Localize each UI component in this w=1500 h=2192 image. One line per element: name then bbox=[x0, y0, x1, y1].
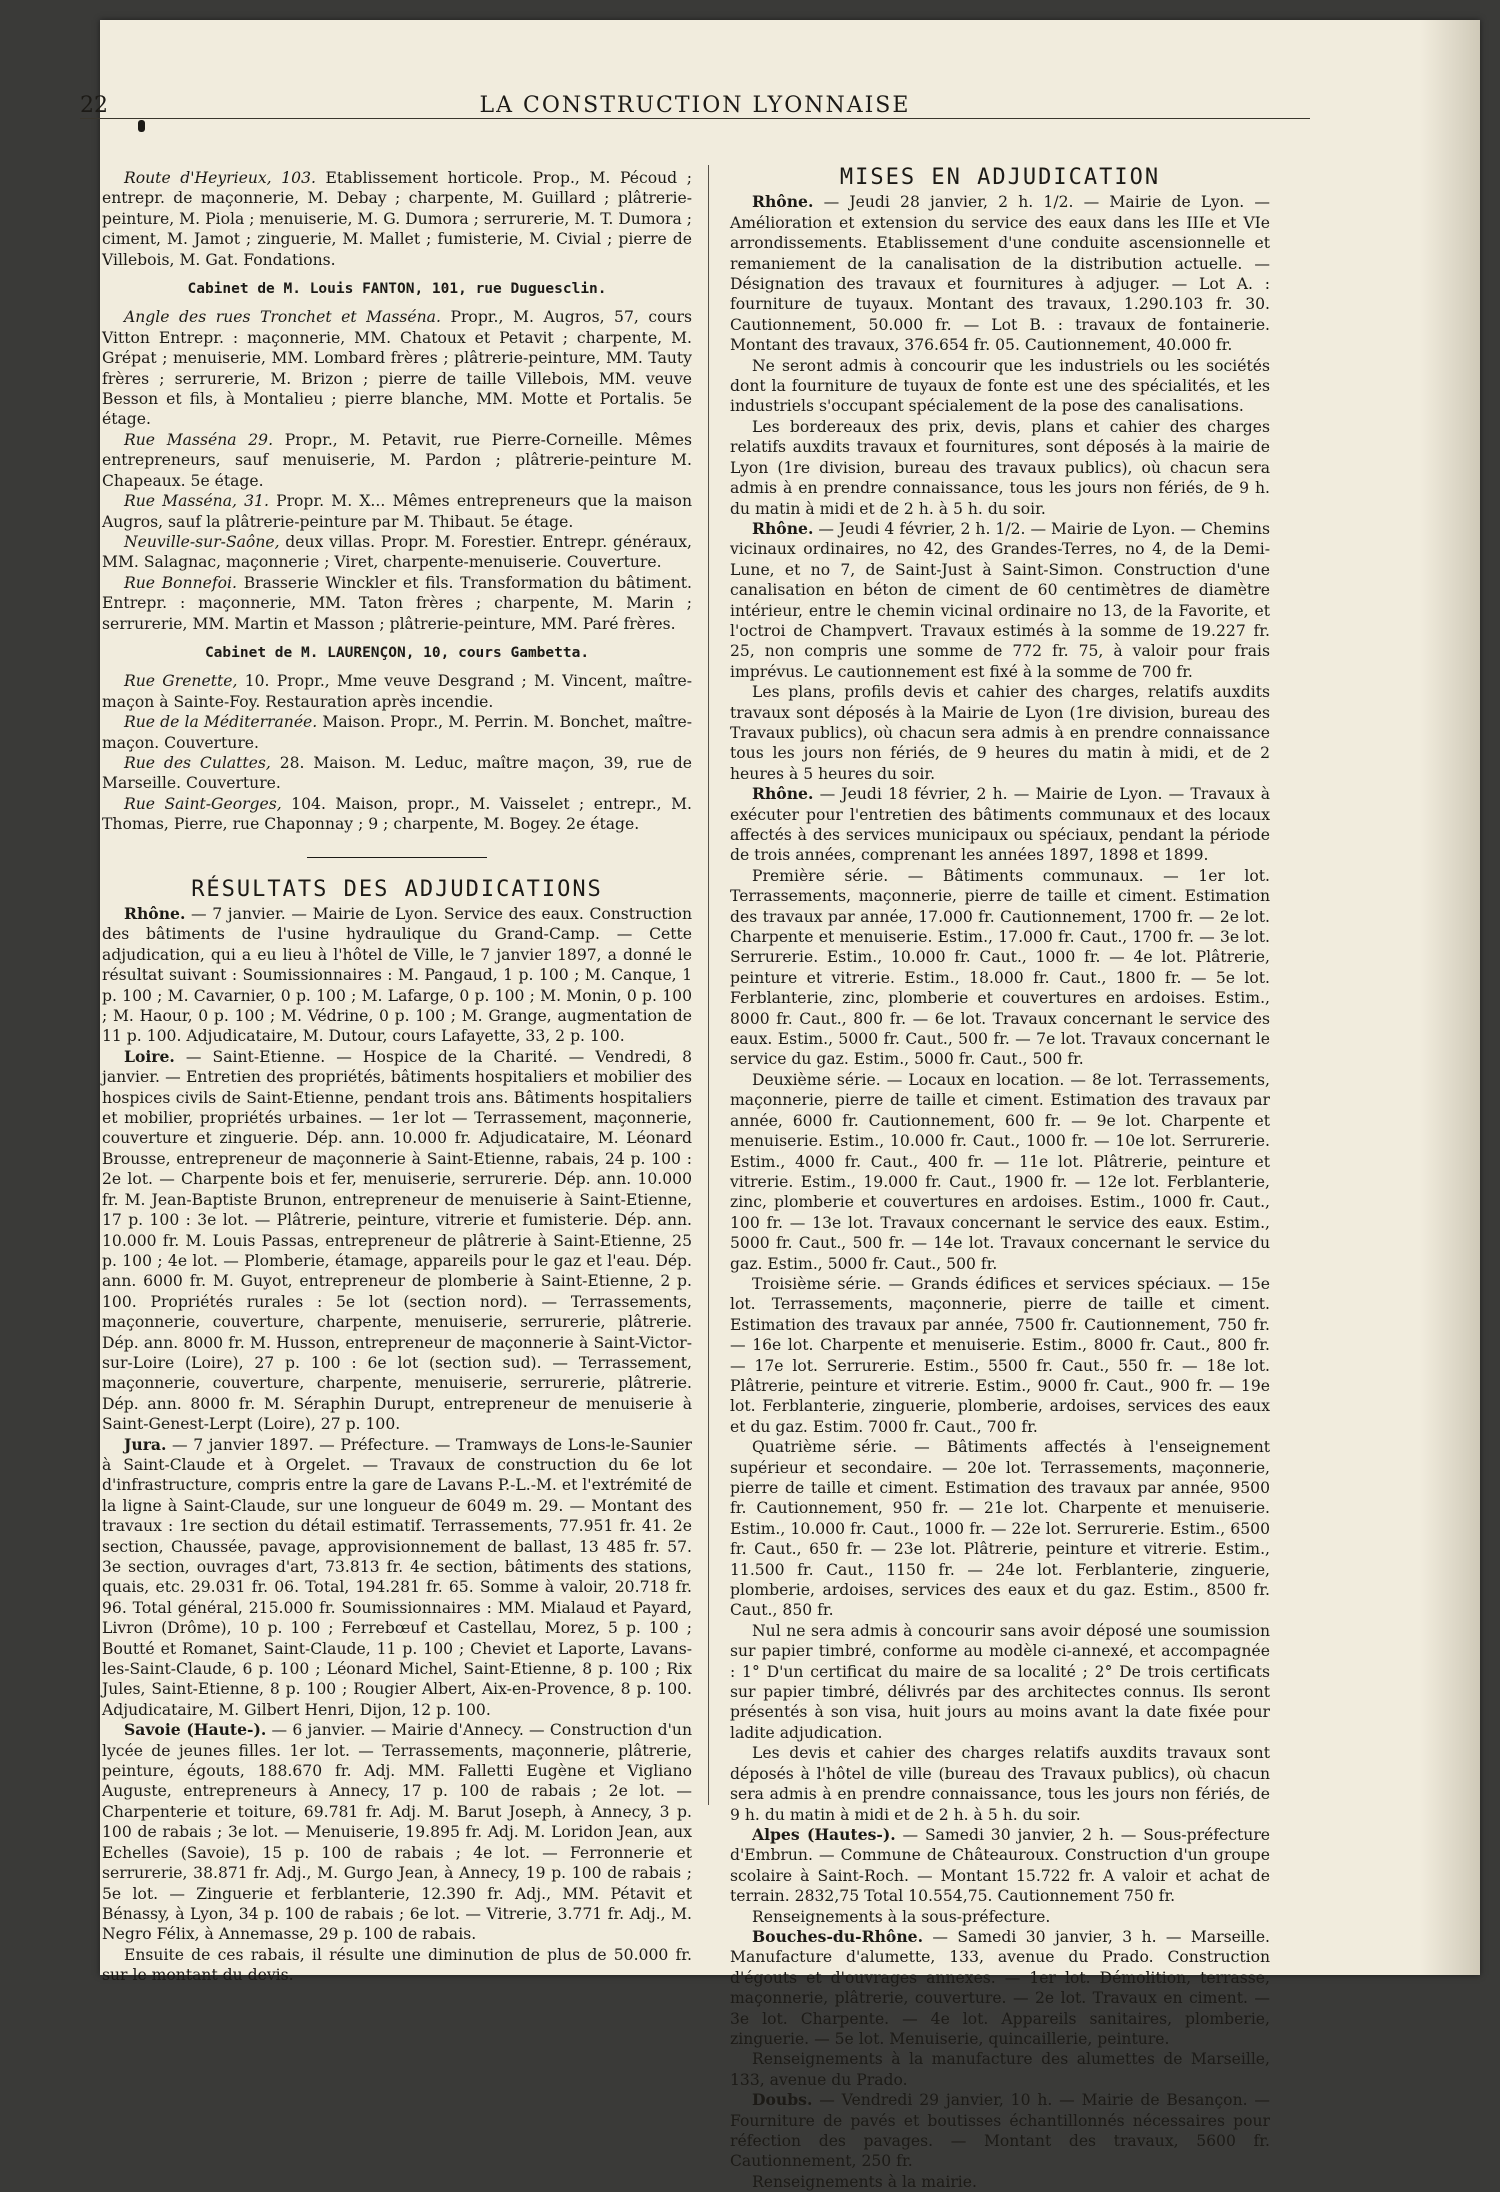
site-list-2 bbox=[102, 307, 692, 634]
paragraph-text: Quatrième série. — Bâtiments affectés à l'enseignement supérieur et secondaire. — 20e lot. Terrassements, maçonnerie, pierre de taille et ciment. Estimation des travaux par année, 9500 fr. Cautionnement, 950 fr. — 21e lot. Charpente et menuiserie. Estim., 10.000 fr. Caut., 1000 fr. — 22e lot. Serrurerie. Estim., 6500 fr. Caut., 650 fr. — 23e lot. Plâtrerie, peinture et vitrerie. Estim., 11.500 fr. Caut., 1150 fr. — 24e lot. Ferblanterie, zinguerie, plomberie, ardoises, services des eaux et du gaz. Estim., 8500 fr. Caut., 850 fr. bbox=[730, 1438, 1270, 1620]
region-name: Savoie (Haute-). bbox=[124, 1720, 267, 1740]
paragraph bbox=[102, 307, 692, 429]
paragraph-text: Propr., M. Petavit, rue Pierre-Corneille. Mêmes entrepreneurs, sauf menuiserie, M. Pardon ; plâtrerie-peinture M. Chapeaux. 5e étage. bbox=[102, 430, 693, 490]
entry-title: Rue Saint-Georges, bbox=[124, 794, 282, 813]
paragraph-text: Renseignements à la manufacture des alumettes de Marseille, 133, avenue du Prado. bbox=[730, 2050, 1270, 2089]
paragraph bbox=[730, 1070, 1270, 1274]
header-rule bbox=[80, 118, 1310, 119]
paragraph bbox=[102, 794, 692, 835]
paragraph bbox=[730, 519, 1270, 682]
paragraph bbox=[102, 671, 692, 712]
results-heading: RÉSULTATS DES ADJUDICATIONS bbox=[191, 876, 603, 902]
entry-title: Rue des Culattes, bbox=[124, 753, 271, 772]
paragraph bbox=[102, 1720, 692, 1944]
paragraph bbox=[730, 866, 1270, 1070]
ink-mark bbox=[138, 120, 145, 132]
paragraph bbox=[730, 1825, 1270, 1907]
region-name: Rhône. bbox=[752, 518, 814, 538]
paragraph bbox=[102, 1945, 692, 1986]
paragraph-text: Les devis et cahier des charges relatifs auxdits travaux sont déposés à l'hôtel de ville (bureau des Travaux publics), où chacun sera admis à en prendre connaissance, tous les jours non fériés, de 9 h. du matin à midi et de 2 h. à 5 h. du soir. bbox=[730, 1744, 1270, 1824]
paragraph-text: Propr. M. X... Mêmes entrepreneurs que la maison Augros, sauf la plâtrerie-peinture par M. Thibaut. 5e étage. bbox=[102, 492, 692, 531]
paragraph bbox=[730, 784, 1270, 866]
region-name: Alpes (Hautes-). bbox=[752, 1824, 896, 1844]
paragraph bbox=[730, 2172, 1270, 2192]
journal-title: LA CONSTRUCTION LYONNAISE bbox=[479, 93, 911, 118]
paragraph-text: — 7 janvier 1897. — Préfecture. — Tramways de Lons-le-Saunier à Saint-Claude et à Orgelet. — Travaux de construction du 6e lot d'infrastructure, compris entre la gare de Lavans P.-L.-M. et l'extrémité de la ligne à Saint-Claude, sur une longueur de 6049 m. 29. — Montant des travaux : 1re section du détail estimatif. Terrassements, 77.951 fr. 41. 2e section, Chaussée, pavage, approvisionnement de ballast, 13 485 fr. 57. 3e section, ouvrages d'art, 73.813 fr. 4e section, bâtiments des stations, quais, etc. 29.031 fr. 06. Total, 194.281 fr. 65. Somme à valoir, 20.718 fr. 96. Total général, 215.000 fr. Soumissionnaires : MM. Mialaud et Payard, Livron (Drôme), 10 p. 100 ; Ferrebœuf et Castellau, Morez, 5 p. 100 ; Boutté et Romanet, Saint-Claude, 11 p. 100 ; Cheviet et Laporte, Lavans-les-Saint-Claude, 6 p. 100 ; Léonard Michel, Saint-Etienne, 8 p. 100 ; Rix Jules, Saint-Etienne, 8 p. 100 ; Rougier Albert, Aix-en-Provence, 8 p. 100. Adjudicataire, M. Gilbert Henri, Dijon, 12 p. 100. bbox=[102, 1435, 692, 1719]
paragraph bbox=[730, 2049, 1270, 2090]
paragraph-text: — Samedi 30 janvier, 2 h. — Sous-préfecture d'Embrun. — Commune de Châteauroux. Construction d'un groupe scolaire à Saint-Roch. — Montant 15.722 fr. A valoir et achat de terrain. 2832,75 Total 10.554,75. Cautionnement 750 fr. bbox=[730, 1825, 1270, 1906]
region-name: Rhône. bbox=[752, 192, 814, 212]
column-divider bbox=[708, 165, 709, 1805]
paragraph bbox=[102, 1435, 692, 1721]
paragraph-text: 28. Maison. M. Leduc, maître maçon, 39, rue de Marseille. Couverture. bbox=[102, 753, 692, 793]
paragraph bbox=[102, 491, 692, 532]
page-header bbox=[80, 75, 1310, 118]
paragraph bbox=[102, 1047, 692, 1435]
paragraph-text: Brasserie Winckler et fils. Transformation du bâtiment. Entrepr. : maçonnerie, MM. Taton frères ; charpente, M. Marin ; serrurerie, MM. Martin et Masson ; plâtrerie-peinture, MM. Paré frères. bbox=[102, 573, 692, 633]
region-name: Rhône. bbox=[124, 904, 186, 923]
page-number: 22 bbox=[80, 93, 108, 118]
paragraph-text: — Jeudi 28 janvier, 2 h. 1/2. — Mairie de Lyon. — Amélioration et extension du service des eaux dans les IIIe et VIe arrondissements. Etablissement d'une conduite ascensionnelle et remaniement de la canalisation de la distribution actuelle. — Désignation des travaux et fournitures à adjuger. — Lot A. : fourniture de tuyaux. Montant des travaux, 1.290.103 fr. 30. Cautionnement, 50.000 fr. — Lot B. : travaux de fontainerie. Montant des travaux, 376.654 fr. 05. Cautionnement, 40.000 fr. bbox=[730, 193, 1270, 355]
paragraph bbox=[730, 2090, 1270, 2172]
paragraph-text: Les plans, profils devis et cahier des charges, relatifs auxdits travaux sont déposés à la Mairie de Lyon (1re division, bureau des Travaux publics), où chacun sera admis à en prendre connaissance tous les jours non fériés, de 9 heures du matin à midi, et de 2 heures à 5 heures du soir. bbox=[730, 683, 1270, 783]
entry-title: Rue Grenette, bbox=[124, 672, 238, 691]
adjudication-list bbox=[730, 192, 1270, 2192]
results-list bbox=[102, 904, 692, 1986]
region-name: Loire. bbox=[124, 1046, 175, 1066]
entry-title: Route d'Heyrieux, 103. bbox=[124, 169, 316, 187]
paragraph-text: — 7 janvier. — Mairie de Lyon. Service des eaux. Construction des bâtiments de l'usine hydraulique du Grand-Camp. — Cette adjudication, qui a eu lieu à l'hôtel de Ville, le 7 janvier 1897, a donné le résultat suivant : Soumissionnaires : M. Pangaud, 1 p. 100 ; M. Canque, 1 p. 100 ; M. Cavarnier, 0 p. 100 ; M. Lafarge, 0 p. 100 ; M. Monin, 0 p. 100 ; M. Haour, 0 p. 100 ; M. Védrine, 0 p. 100 ; M. Grange, augmentation de 11 p. 100. Adjudicataire, M. Dutour, cours Lafayette, 33, 2 p. 100. bbox=[102, 905, 692, 1046]
cabinet-heading-fanton: Cabinet de M. Louis FANTON, 101, rue Duguesclin. bbox=[187, 281, 607, 298]
paragraph bbox=[102, 904, 692, 1047]
paragraph bbox=[730, 1437, 1270, 1621]
paragraph bbox=[730, 1621, 1270, 1743]
right-column bbox=[730, 165, 1270, 2192]
paragraph-text: — Jeudi 4 février, 2 h. 1/2. — Mairie de Lyon. — Chemins vicinaux ordinaires, no 42, des Grandes-Terres, no 4, de la Demi-Lune, et no 7, de Saint-Just à Saint-Simon. Construction d'une canalisation en béton de ciment de 60 centimètres de diamètre intérieur, entre le chemin vicinal ordinaire no 13, de la Favorite, et l'octroi de Champvert. Travaux estimés à la somme de 19.227 fr. 25, non compris une somme de 772 fr. 75, à valoir pour frais imprévus. Le cautionnement est fixé à la somme de 700 fr. bbox=[730, 519, 1270, 681]
paragraph bbox=[102, 753, 692, 794]
paragraph-text: Propr., M. Augros, 57, cours Vitton Entrepr. : maçonnerie, MM. Chatoux et Petavit ; charpente, M. Grépat ; menuiserie, MM. Lombard frères ; plâtrerie-peinture, MM. Tauty frères ; serrurerie, M. Brizon ; pierre de taille Villebois, MM. veuve Besson et fils, à Montalieu ; pierre blanche, MM. Motte et Portalis. 5e étage. bbox=[102, 308, 693, 429]
paragraph bbox=[730, 356, 1270, 417]
paragraph-text: Maison. Propr., M. Perrin. M. Bonchet, maître-maçon. Couverture. bbox=[102, 713, 692, 752]
paragraph bbox=[102, 430, 692, 491]
paragraph-text: — Saint-Etienne. — Hospice de la Charité. — Vendredi, 8 janvier. — Entretien des propriétés, bâtiments hospitaliers et mobilier des hospices civils de Saint-Etienne, pendant trois ans. Bâtiments hospitaliers et mobilier, propriétés urbaines. — 1er lot — Terrassement, maçonnerie, couverture et zinguerie. Dép. ann. 10.000 fr. Adjudicataire, M. Léonard Brousse, entrepreneur de maçonnerie à Saint-Etienne, rabais, 24 p. 100 : 2e lot. — Charpente bois et fer, menuiserie, serrurerie. Dép. ann. 10.000 fr. M. Jean-Baptiste Brunon, entrepreneur de menuiserie à Saint-Etienne, 17 p. 100 : 3e lot. — Plâtrerie, peinture, vitrerie et fumisterie. Dép. ann. 10.000 fr. M. Louis Passas, entrepreneur de plâtrerie à Saint-Etienne, 25 p. 100 ; 4e lot. — Plomberie, étamage, appareils pour le gaz et l'eau. Dép. ann. 6000 fr. M. Guyot, entrepreneur de plomberie à Saint-Etienne, 2 p. 100. Propriétés rurales : 5e lot (section nord). — Terrassements, maçonnerie, couverture, charpente, menuiserie, serrurerie, plâtrerie. Dép. ann. 8000 fr. M. Husson, entrepreneur de maçonnerie à Saint-Victor-sur-Loire (Loire), 27 p. 100 : 6e lot (section sud). — Terrassement, maçonnerie, couverture, charpente, menuiserie, serrurerie, plâtrerie. Dép. ann. 8000 fr. M. Séraphin Durupt, entrepreneur de menuiserie à Saint-Genest-Lerpt (Loire), 27 p. 100. bbox=[102, 1047, 692, 1434]
region-name: Doubs. bbox=[752, 2090, 813, 2110]
paragraph-text: Deuxième série. — Locaux en location. — 8e lot. Terrassements, maçonnerie, pierre de taille et ciment. Estimation des travaux par année, 6000 fr. Cautionnement, 600 fr. — 9e lot. Charpente et menuiserie. Estim., 10.000 fr. Caut., 1000 fr. — 10e lot. Serrurerie. Estim., 4000 fr. Caut., 400 fr. — 11e lot. Plâtrerie, peinture et vitrerie. Estim., 19.000 fr. Caut., 1900 fr. — 12e lot. Ferblanterie, zinc, plomberie et couvertures en ardoises. Estim., 1000 fr. Caut., 100 fr. — 13e lot. Travaux concernant le service des eaux. Estim., 5000 fr. Caut., 500 fr. — 14e lot. Travaux concernant le service du gaz. Estim., 5000 fr. Caut., 500 fr. bbox=[730, 1070, 1270, 1273]
paragraph-text: Renseignements à la sous-préfecture. bbox=[752, 1907, 1051, 1926]
paragraph bbox=[730, 1274, 1270, 1437]
region-name: Rhône. bbox=[752, 784, 814, 804]
paragraph-text: Renseignements à la mairie. bbox=[752, 2172, 977, 2191]
paragraph-text: — Vendredi 29 janvier, 10 h. — Mairie de Besançon. — Fourniture de pavés et boutisses échantillonnés nécessaires pour réfection des pavages. — Montant des travaux, 5600 fr. Cautionnement, 250 fr. bbox=[730, 2091, 1270, 2171]
paragraph-text: Ensuite de ces rabais, il résulte une diminution de plus de 50.000 fr. sur le montant du devis. bbox=[102, 1945, 692, 1985]
section-separator bbox=[307, 857, 487, 858]
entry-title: Rue Bonnefoi. bbox=[124, 573, 237, 592]
paragraph-text: Nul ne sera admis à concourir sans avoir déposé une soumission sur papier timbré, conforme au modèle ci-annexé, et accompagnée : 1° D'un certificat du maire de sa localité ; 2° De trois certificats sur papier timbré, délivrés par des architectes connus. Ils seront présentés à son visa, huit jours au moins avant la date fixée pour ladite adjudication. bbox=[730, 1621, 1270, 1742]
site-list-1 bbox=[102, 168, 692, 270]
paragraph bbox=[102, 712, 692, 753]
paragraph-text: Les bordereaux des prix, devis, plans et cahier des charges relatifs auxdits travaux et fournitures, sont déposés à la mairie de Lyon (1re division, bureau des travaux publics), où chacun sera admis à en prendre connaissance, tous les jours non fériés, de 9 h. du matin à midi et de 2 h. à 5 h. du soir. bbox=[730, 417, 1270, 518]
paragraph-text: — Samedi 30 janvier, 3 h. — Marseille. Manufacture d'alumette, 133, avenue du Prado. Construction d'égouts et d'ouvrages annexes. — 1er lot. Démolition, terrasse, maçonnerie, plâtrerie, couverture. — 2e lot. Travaux en ciment. — 3e lot. Charpente. — 4e lot. Appareils sanitaires, plomberie, zinguerie. — 5e lot. Menuiserie, quincaillerie, peinture. bbox=[730, 1927, 1270, 2048]
paragraph-text: 104. Maison, propr., M. Vaisselet ; entrepr., M. Thomas, Pierre, rue Chaponnay ; 9 ; charpente, M. Bogey. 2e étage. bbox=[102, 794, 692, 834]
paragraph bbox=[730, 192, 1270, 355]
paragraph-text: 10. Propr., Mme veuve Desgrand ; M. Vincent, maître-maçon à Sainte-Foy. Restauration après incendie. bbox=[102, 672, 692, 711]
site-list-3 bbox=[102, 671, 692, 834]
paragraph-text: deux villas. Propr. M. Forestier. Entrepr. généraux, MM. Salagnac, maçonnerie ; Viret, charpente-menuiserie. Couverture. bbox=[102, 532, 692, 572]
paragraph bbox=[102, 532, 692, 573]
entry-title: Rue Masséna, 31. bbox=[124, 492, 269, 511]
paragraph-text: Etablissement horticole. Prop., M. Pécoud ; entrepr. de maçonnerie, M. Debay ; charpente, M. Guillard ; plâtrerie-peinture, M. Piola ; menuiserie, M. G. Dumora ; serrurerie, M. T. Dumora ; ciment, M. Jamot ; zinguerie, M. Mallet ; fumisterie, M. Civial ; pierre de Villebois, M. Gat. Fondations. bbox=[102, 169, 692, 269]
paragraph-text: — 6 janvier. — Mairie d'Annecy. — Construction d'un lycée de jeunes filles. 1er lot. — Terrassements, maçonnerie, plâtrerie, peinture, égouts, 188.670 fr. Adj. MM. Falletti Eugène et Vigliano Auguste, entrepreneurs à Annecy, 17 p. 100 de rabais ; 2e lot. — Charpenterie et toiture, 69.781 fr. Adj. M. Barut Joseph, à Annecy, 3 p. 100 de rabais ; 3e lot. — Menuiserie, 19.895 fr. Adj. M. Loridon Jean, aux Echelles (Savoie), 15 p. 100 de rabais ; 4e lot. — Ferronnerie et serrurerie, 38.871 fr. Adj., M. Gurgo Jean, à Annecy, 19 p. 100 de rabais ; 5e lot. — Zinguerie et ferblanterie, 12.390 fr. Adj., MM. Pétavit et Bénassy, à Lyon, 34 p. 100 de rabais ; 6e lot. — Vitrerie, 3.771 fr. Adj., M. Negro Félix, à Annemasse, 29 p. 100 de rabais. bbox=[102, 1721, 692, 1944]
paragraph bbox=[730, 417, 1270, 519]
region-name: Bouches-du-Rhône. bbox=[752, 1926, 924, 1946]
paragraph-text: — Jeudi 18 février, 2 h. — Mairie de Lyon. — Travaux à exécuter pour l'entretien des bâtiments communaux et des locaux affectés à des services municipaux ou spéciaux, pendant la période de trois années, comprenant les années 1897, 1898 et 1899. bbox=[730, 785, 1270, 865]
entry-title: Rue Masséna 29. bbox=[124, 430, 274, 449]
adjudication-heading: MISES EN ADJUDICATION bbox=[839, 165, 1161, 190]
entry-title: Neuville-sur-Saône, bbox=[124, 532, 280, 551]
left-column bbox=[102, 168, 692, 1986]
paragraph bbox=[730, 1927, 1270, 2049]
page-edge-shadow bbox=[1420, 20, 1480, 1975]
paragraph bbox=[730, 682, 1270, 784]
paragraph bbox=[102, 573, 692, 634]
entry-title: Rue de la Méditerranée. bbox=[124, 713, 318, 732]
entry-title: Angle des rues Tronchet et Masséna. bbox=[124, 308, 441, 327]
paragraph bbox=[102, 168, 692, 270]
cabinet-heading-laurencon: Cabinet de M. LAURENÇON, 10, cours Gambetta. bbox=[204, 644, 590, 661]
paragraph-text: Ne seront admis à concourir que les industriels ou les sociétés dont la fourniture de tuyaux de fonte est une des spécialités, et les industriels s'occupant spécialement de la pose des canalisations. bbox=[730, 356, 1270, 416]
paragraph-text: Première série. — Bâtiments communaux. — 1er lot. Terrassements, maçonnerie, pierre de taille et ciment. Estimation des travaux par année, 17.000 fr. Cautionnement, 1700 fr. — 2e lot. Charpente et menuiserie. Estim., 17.000 fr. Caut., 1700 fr. — 3e lot. Serrurerie. Estim., 10.000 fr. Caut., 1000 fr. — 4e lot. Plâtrerie, peinture et vitrerie. Estim., 18.000 fr. Caut., 1800 fr. — 5e lot. Ferblanterie, zinc, plomberie et couvertures en ardoises. Estim., 8000 fr. Caut., 800 fr. — 6e lot. Travaux concernant le service des eaux. Estim., 5000 fr. Caut., 500 fr. — 7e lot. Travaux concernant le service du gaz. Estim., 5000 fr. Caut., 500 fr. bbox=[730, 866, 1270, 1069]
paragraph-text: Troisième série. — Grands édifices et services spéciaux. — 15e lot. Terrassements, maçonnerie, pierre de taille et ciment. Estimation des travaux par année, 7500 fr. Cautionnement, 750 fr. — 16e lot. Charpente et menuiserie. Estim., 8000 fr. Caut., 800 fr. — 17e lot. Serrurerie. Estim., 5500 fr. Caut., 550 fr. — 18e lot. Plâtrerie, peinture et vitrerie. Estim., 9000 fr. Caut., 900 fr. — 19e lot. Ferblanterie, zinguerie, plomberie, ardoises, services des eaux et du gaz. Estim. 7000 fr. Caut., 700 fr. bbox=[730, 1274, 1270, 1436]
paragraph bbox=[730, 1743, 1270, 1825]
paragraph bbox=[730, 1907, 1270, 1927]
region-name: Jura. bbox=[124, 1434, 167, 1454]
